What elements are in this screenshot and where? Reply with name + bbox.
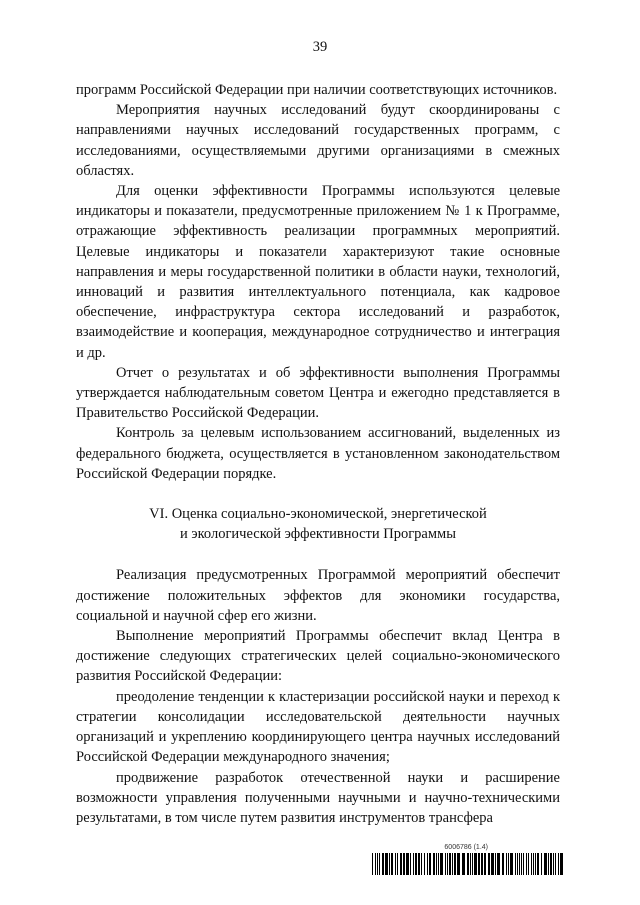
barcode-bar	[491, 853, 494, 875]
barcode-bar	[433, 853, 435, 875]
barcode-bar	[495, 853, 496, 875]
barcode-bar	[558, 853, 559, 875]
barcode-bar	[517, 853, 518, 875]
barcode-bar	[519, 853, 520, 875]
barcode-bar	[454, 853, 456, 875]
barcode-bar	[391, 853, 393, 875]
barcode-bar	[497, 853, 500, 875]
barcode-bar	[537, 853, 539, 875]
barcode-bar	[510, 853, 513, 875]
paragraph: Для оценки эффективности Программы используются целевые индикаторы и показатели, предусмотренные приложением № 1 к Программе, отражающие эффективность реализации программных мероприятий. Целевые индикаторы и показатели характеризуют такие основные направления и меры государственной политики в области науки, технологий, инноваций и развития интеллектуального потенциала, как кадровое обеспечение, инфраструктура сектора исследований и разработок, взаимодействие и кооперация, международное сотрудничество и интеграция и др.	[76, 183, 560, 361]
barcode-bar	[515, 853, 516, 875]
barcode-bar	[452, 853, 453, 875]
barcode-image	[372, 853, 566, 875]
barcode-bar	[474, 853, 477, 875]
barcode-bar	[544, 853, 547, 875]
barcode-bar	[548, 853, 549, 875]
section-heading-line-2: и экологической эффективности Программы	[180, 526, 456, 543]
barcode-bar	[449, 853, 451, 875]
barcode-bar	[377, 853, 378, 875]
barcode-bar	[429, 853, 431, 875]
section-heading	[76, 504, 560, 544]
barcode-bar	[528, 853, 529, 875]
barcode-bar	[427, 853, 428, 875]
section-heading-line-1: VI. Оценка социально-экономической, энергетической	[149, 506, 487, 523]
barcode-bar	[478, 853, 480, 875]
barcode-bar	[403, 853, 405, 875]
paragraph: преодоление тенденции к кластеризации российской науки и переход к стратегии консолидации исследовательской деятельности научных организаций и укреплению координирующего центра научных исследований Российской Федерации международного значения;	[76, 688, 560, 766]
barcode-bar	[410, 853, 411, 875]
paragraph: Мероприятия научных исследований будут скоординированы с направлениями научных исследований государственных программ, с исследованиями, осуществляемыми другими организациями в смежных областях.	[76, 102, 560, 179]
barcode-bar	[457, 853, 460, 875]
barcode-bar	[382, 853, 384, 875]
barcode-bar	[470, 853, 471, 875]
barcode-bar	[541, 853, 542, 875]
barcode-bar	[523, 853, 524, 875]
document-footer	[372, 844, 566, 875]
paragraph: Отчет о результатах и об эффективности выполнения Программы утверждается наблюдательным советом Центра и ежегодно представляется в Правительство Российской Федерации.	[76, 364, 560, 422]
barcode-bar	[447, 853, 448, 875]
barcode-bar	[488, 853, 490, 875]
barcode-bar	[555, 853, 556, 875]
barcode-bar	[397, 853, 398, 875]
page-number: 39	[312, 39, 328, 55]
barcode-bar	[375, 853, 376, 875]
barcode-bar	[560, 853, 563, 875]
barcode-bar	[421, 853, 422, 875]
barcode-bar	[418, 853, 420, 875]
barcode-bar	[531, 853, 532, 875]
barcode-bar	[502, 853, 504, 875]
barcode-bar	[521, 853, 522, 875]
barcode-caption: 6006786 (1.4)	[444, 844, 488, 851]
barcode-bar	[481, 853, 483, 875]
barcode-bar	[385, 853, 388, 875]
barcode-bar	[472, 853, 473, 875]
barcode-bar	[484, 853, 486, 875]
paragraph: Выполнение мероприятий Программы обеспечит вклад Центра в достижение следующих стратегических целей социально-экономического развития Российской Федерации:	[76, 628, 560, 685]
paragraph: программ Российской Федерации при наличии соответствующих источников.	[76, 82, 558, 98]
barcode-bar	[506, 853, 507, 875]
barcode-bar	[553, 853, 554, 875]
barcode-bar	[467, 853, 469, 875]
barcode-bar	[508, 853, 509, 875]
barcode-bar	[440, 853, 443, 875]
barcode-bar	[372, 853, 373, 875]
barcode-bar	[415, 853, 417, 875]
barcode-bar	[400, 853, 402, 875]
barcode-bar	[526, 853, 527, 875]
barcode-bar	[438, 853, 439, 875]
document-body	[76, 80, 560, 828]
barcode-bar	[406, 853, 409, 875]
barcode-bar	[533, 853, 534, 875]
paragraph: Контроль за целевым использованием ассигнований, выделенных из федерального бюджета, осуществляется в установленном законодательством Российской Федерации порядке.	[76, 425, 560, 482]
barcode-bar	[462, 853, 465, 875]
barcode-bar	[550, 853, 552, 875]
barcode-bar	[413, 853, 414, 875]
barcode-bar	[436, 853, 437, 875]
barcode-bar	[389, 853, 390, 875]
barcode-bar	[424, 853, 425, 875]
paragraph: продвижение разработок отечественной науки и расширение возможности управления полученными научными и научно-техническими результатами, в том числе путем развития инструментов трансфера	[76, 769, 560, 826]
paragraph: Реализация предусмотренных Программой мероприятий обеспечит достижение положительных эффектов для экономики государства, социальной и научной сфер его жизни.	[76, 567, 560, 624]
barcode-bar	[395, 853, 396, 875]
barcode-bar	[379, 853, 380, 875]
barcode-bar	[535, 853, 536, 875]
barcode-bar	[445, 853, 446, 875]
